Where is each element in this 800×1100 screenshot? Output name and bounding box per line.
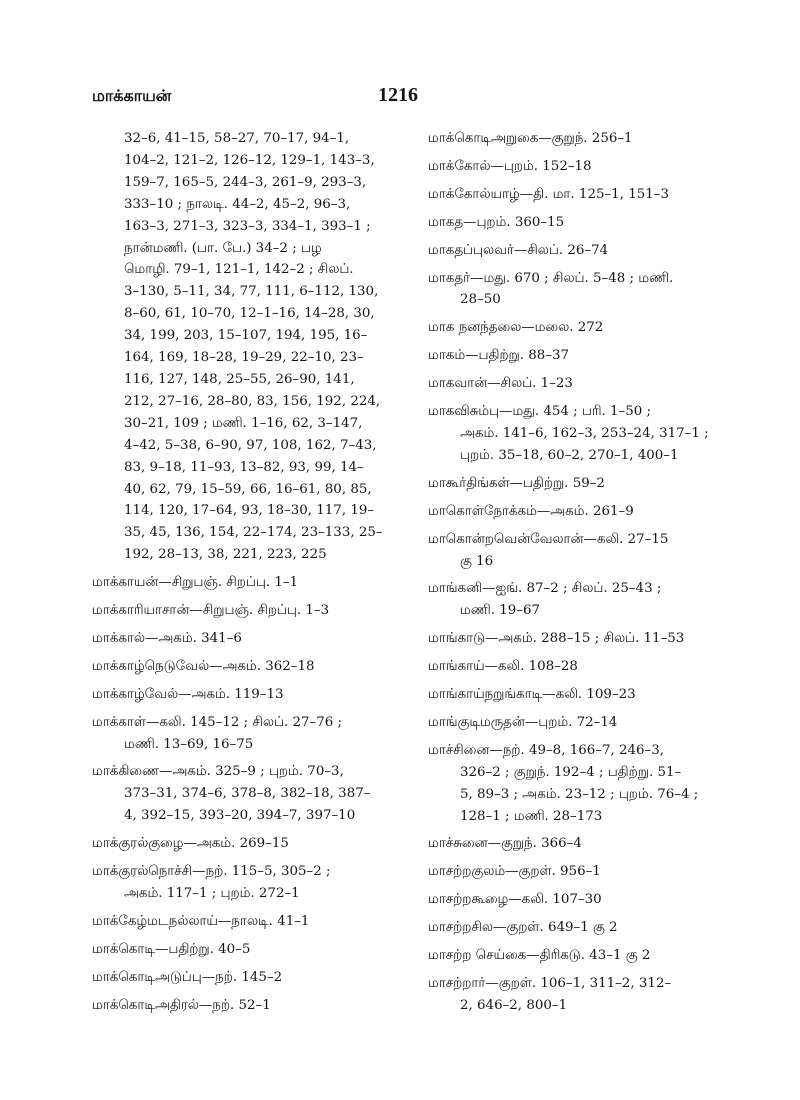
entry-line: 373–31, 374–6, 378–8, 382–18, 387– [124, 786, 371, 802]
index-entry [92, 911, 408, 933]
entry-line: மாங்கனி—ஐங். 87–2 ; சிலப். 25–43 ; [428, 581, 662, 597]
index-entry [428, 212, 764, 234]
entry-line: 34, 199, 203, 15–107, 194, 195, 16– [124, 328, 368, 344]
entry-line: மாக்காழ்நெடுவேல்—அகம். 362–18 [92, 658, 315, 674]
index-entry [428, 345, 764, 367]
entry-line: மாசற்றகூழை—கலி. 107–30 [428, 892, 602, 908]
index-entry [92, 967, 408, 989]
entry-line: 35, 45, 136, 154, 22–174, 23–133, 25– [124, 525, 383, 541]
entry-line: 83, 9–18, 11–93, 13–82, 93, 99, 14– [124, 459, 364, 475]
entry-line: மாகவான்—சிலப். 1–23 [428, 376, 573, 392]
entry-line: நான்மணி. (பா. பே.) 34–2 ; பழ [124, 240, 322, 256]
left-column [92, 128, 408, 1023]
index-entry [428, 578, 764, 622]
index-entry [92, 656, 408, 678]
index-entry [428, 973, 764, 1017]
index-entry [92, 712, 408, 756]
index-entry [92, 600, 408, 622]
index-entry [92, 684, 408, 706]
entry-line: மாகதர்—மது. 670 ; சிலப். 5–48 ; மணி. [428, 270, 674, 286]
entry-line: அகம். 141–6, 162–3, 253–24, 317–1 ; [460, 425, 709, 441]
index-entry [428, 861, 764, 883]
entry-line: மாக்கிணை—அகம். 325–9 ; புறம். 70–3, [92, 764, 344, 780]
entry-line: மாக்கோல்யாழ்—தி. மா. 125–1, 151–3 [428, 186, 669, 202]
entry-line: மாகொள்நோக்கம்—அகம். 261–9 [428, 503, 634, 519]
entry-line: 8–60, 61, 10–70, 12–1–16, 14–28, 30, [124, 306, 375, 322]
entry-line: மாகவிசும்பு—மது. 454 ; பரி. 1–50 ; [428, 404, 652, 420]
entry-line: 116, 127, 148, 25–55, 26–90, 141, [124, 371, 355, 387]
entry-line: 2, 646–2, 800–1 [460, 997, 568, 1013]
entry-line: மாக்கால்—அகம். 341–6 [92, 630, 242, 646]
index-entry [428, 656, 764, 678]
entry-line: மாக்குரல்குழை—அகம். 269–15 [92, 836, 289, 852]
index-entry [92, 761, 408, 827]
entry-line: மாகூர்திங்கள்—பதிற்று. 59–2 [428, 475, 605, 491]
entry-line: மாகத—புறம். 360–15 [428, 214, 565, 230]
index-entry [428, 156, 764, 178]
index-entry [428, 945, 764, 967]
entry-line: மணி. 19–67 [460, 603, 540, 619]
entry-line: 164, 169, 18–28, 19–29, 22–10, 23– [124, 350, 364, 366]
entry-line: 333–10 ; நாலடி. 44–2, 45–2, 96–3, [124, 196, 351, 212]
entry-line: மாங்காய்நறுங்காடி—கலி. 109–23 [428, 687, 636, 703]
index-entry [428, 833, 764, 855]
entry-line: மாங்காடு—அகம். 288–15 ; சிலப். 11–53 [428, 631, 685, 647]
entry-line: 28–50 [460, 292, 501, 308]
entry-line: மாங்காய்—கலி. 108–28 [428, 659, 578, 675]
running-headword: மாக்காயன் [92, 86, 172, 105]
entry-line: மாகதப்புலவர்—சிலப். 26–74 [428, 242, 609, 258]
index-entry [428, 501, 764, 523]
index-entry [428, 628, 764, 650]
entry-line: மாகொன்றவென்வேலான்—கலி. 27–15 [428, 531, 669, 547]
entry-line: 104–2, 121–2, 126–12, 129–1, 143–3, [124, 152, 375, 168]
entry-line: 163–3, 271–3, 323–3, 334–1, 393–1 ; [124, 218, 371, 234]
index-entry [428, 473, 764, 495]
index-entry [428, 240, 764, 262]
entry-line: மாசற்றகுலம்—குறள். 956–1 [428, 864, 601, 880]
entry-line: 4–42, 5–38, 6–90, 97, 108, 162, 7–43, [124, 437, 377, 453]
entry-line: மொழி. 79–1, 121–1, 142–2 ; சிலப். [124, 262, 354, 278]
index-entry [92, 128, 408, 566]
entry-line: 128–1 ; மணி. 28–173 [460, 808, 603, 824]
page-number: 1216 [378, 84, 418, 106]
entry-line: புறம். 35–18, 60–2, 270–1, 400–1 [460, 447, 679, 463]
entry-line: 114, 120, 17–64, 93, 18–30, 117, 19– [124, 503, 375, 519]
entry-line: மாக்கொடிஅறுகை—குறுந். 256–1 [428, 131, 633, 146]
index-entry [428, 317, 764, 339]
entry-line: மாச்சுனை—குறுந். 366–4 [428, 836, 582, 852]
entry-line: மாசற்ற செய்கை—திரிகடு. 43–1 கு 2 [428, 948, 651, 964]
index-entry [428, 268, 764, 312]
index-entry [428, 184, 764, 206]
index-entry [92, 861, 408, 905]
entry-line: மாசற்றார்—குறள். 106–1, 311–2, 312– [428, 976, 672, 991]
entry-line: மாக நனந்தலை—மலை. 272 [428, 320, 604, 336]
index-entry [428, 373, 764, 395]
index-entry [428, 529, 764, 573]
entry-line: மாக்காயன்—சிறுபஞ். சிறப்பு. 1–1 [92, 575, 299, 591]
entry-line: 32–6, 41–15, 58–27, 70–17, 94–1, [124, 131, 350, 146]
entry-line: மாக்குரல்நொச்சி—நற். 115–5, 305–2 ; [92, 864, 331, 880]
entry-line: மாங்குடிமருதன்—புறம். 72–14 [428, 714, 618, 730]
index-entry [428, 889, 764, 911]
index-entry [428, 740, 764, 828]
entry-line: கு 16 [460, 553, 494, 569]
index-entry [92, 628, 408, 650]
entry-line: 192, 28–13, 38, 221, 223, 225 [124, 547, 327, 563]
index-entry [92, 572, 408, 594]
entry-line: மாக்கொடிஅடுப்பு—நற். 145–2 [92, 969, 283, 985]
entry-line: 4, 392–15, 393–20, 394–7, 397–10 [124, 808, 356, 824]
entry-line: அகம். 117–1 ; புறம். 272–1 [124, 886, 300, 901]
entry-line: மாகம்—பதிற்று. 88–37 [428, 348, 570, 364]
entry-line: 40, 62, 79, 15–59, 66, 16–61, 80, 85, [124, 481, 372, 497]
index-entry [428, 917, 764, 939]
entry-line: மாச்சினை—நற். 49–8, 166–7, 246–3, [428, 742, 665, 758]
entry-line: 159–7, 165–5, 244–3, 261–9, 293–3, [124, 174, 367, 190]
entry-line: மாசற்றசில—குறள். 649–1 கு 2 [428, 920, 618, 936]
index-entry [92, 833, 408, 855]
entry-line: 326–2 ; குறுந். 192–4 ; பதிற்று. 51– [460, 764, 682, 780]
entry-line: மணி. 13–69, 16–75 [124, 736, 254, 752]
entry-line: 212, 27–16, 28–80, 83, 156, 192, 224, [124, 393, 381, 409]
index-entry [428, 128, 764, 150]
entry-line: மாக்கோல்—புறம். 152–18 [428, 158, 592, 174]
entry-line: மாக்கொடி—பதிற்று. 40–5 [92, 941, 251, 957]
entry-line: 30–21, 109 ; மணி. 1–16, 62, 3–147, [124, 415, 363, 431]
entry-line: மாக்கொடிஅதிரல்—நற். 52–1 [92, 997, 271, 1013]
entry-line: 3–130, 5–11, 34, 77, 111, 6–112, 130, [124, 284, 379, 300]
right-column [428, 128, 764, 1023]
entry-line: மாக்காழ்வேல்—அகம். 119–13 [92, 686, 284, 702]
entry-line: 5, 89–3 ; அகம். 23–12 ; புறம். 76–4 ; [460, 786, 699, 802]
entry-line: மாக்காரியாசான்—சிறுபஞ். சிறப்பு. 1–3 [92, 603, 330, 619]
entry-line: மாக்காள்—கலி. 145–12 ; சிலப். 27–76 ; [92, 714, 343, 730]
index-entry [428, 401, 764, 467]
index-entry [92, 995, 408, 1017]
index-entry [428, 712, 764, 734]
entry-line: மாக்கேழ்மடநல்லாய்—நாலடி. 41–1 [92, 913, 310, 929]
index-entry [428, 684, 764, 706]
index-entry [92, 939, 408, 961]
